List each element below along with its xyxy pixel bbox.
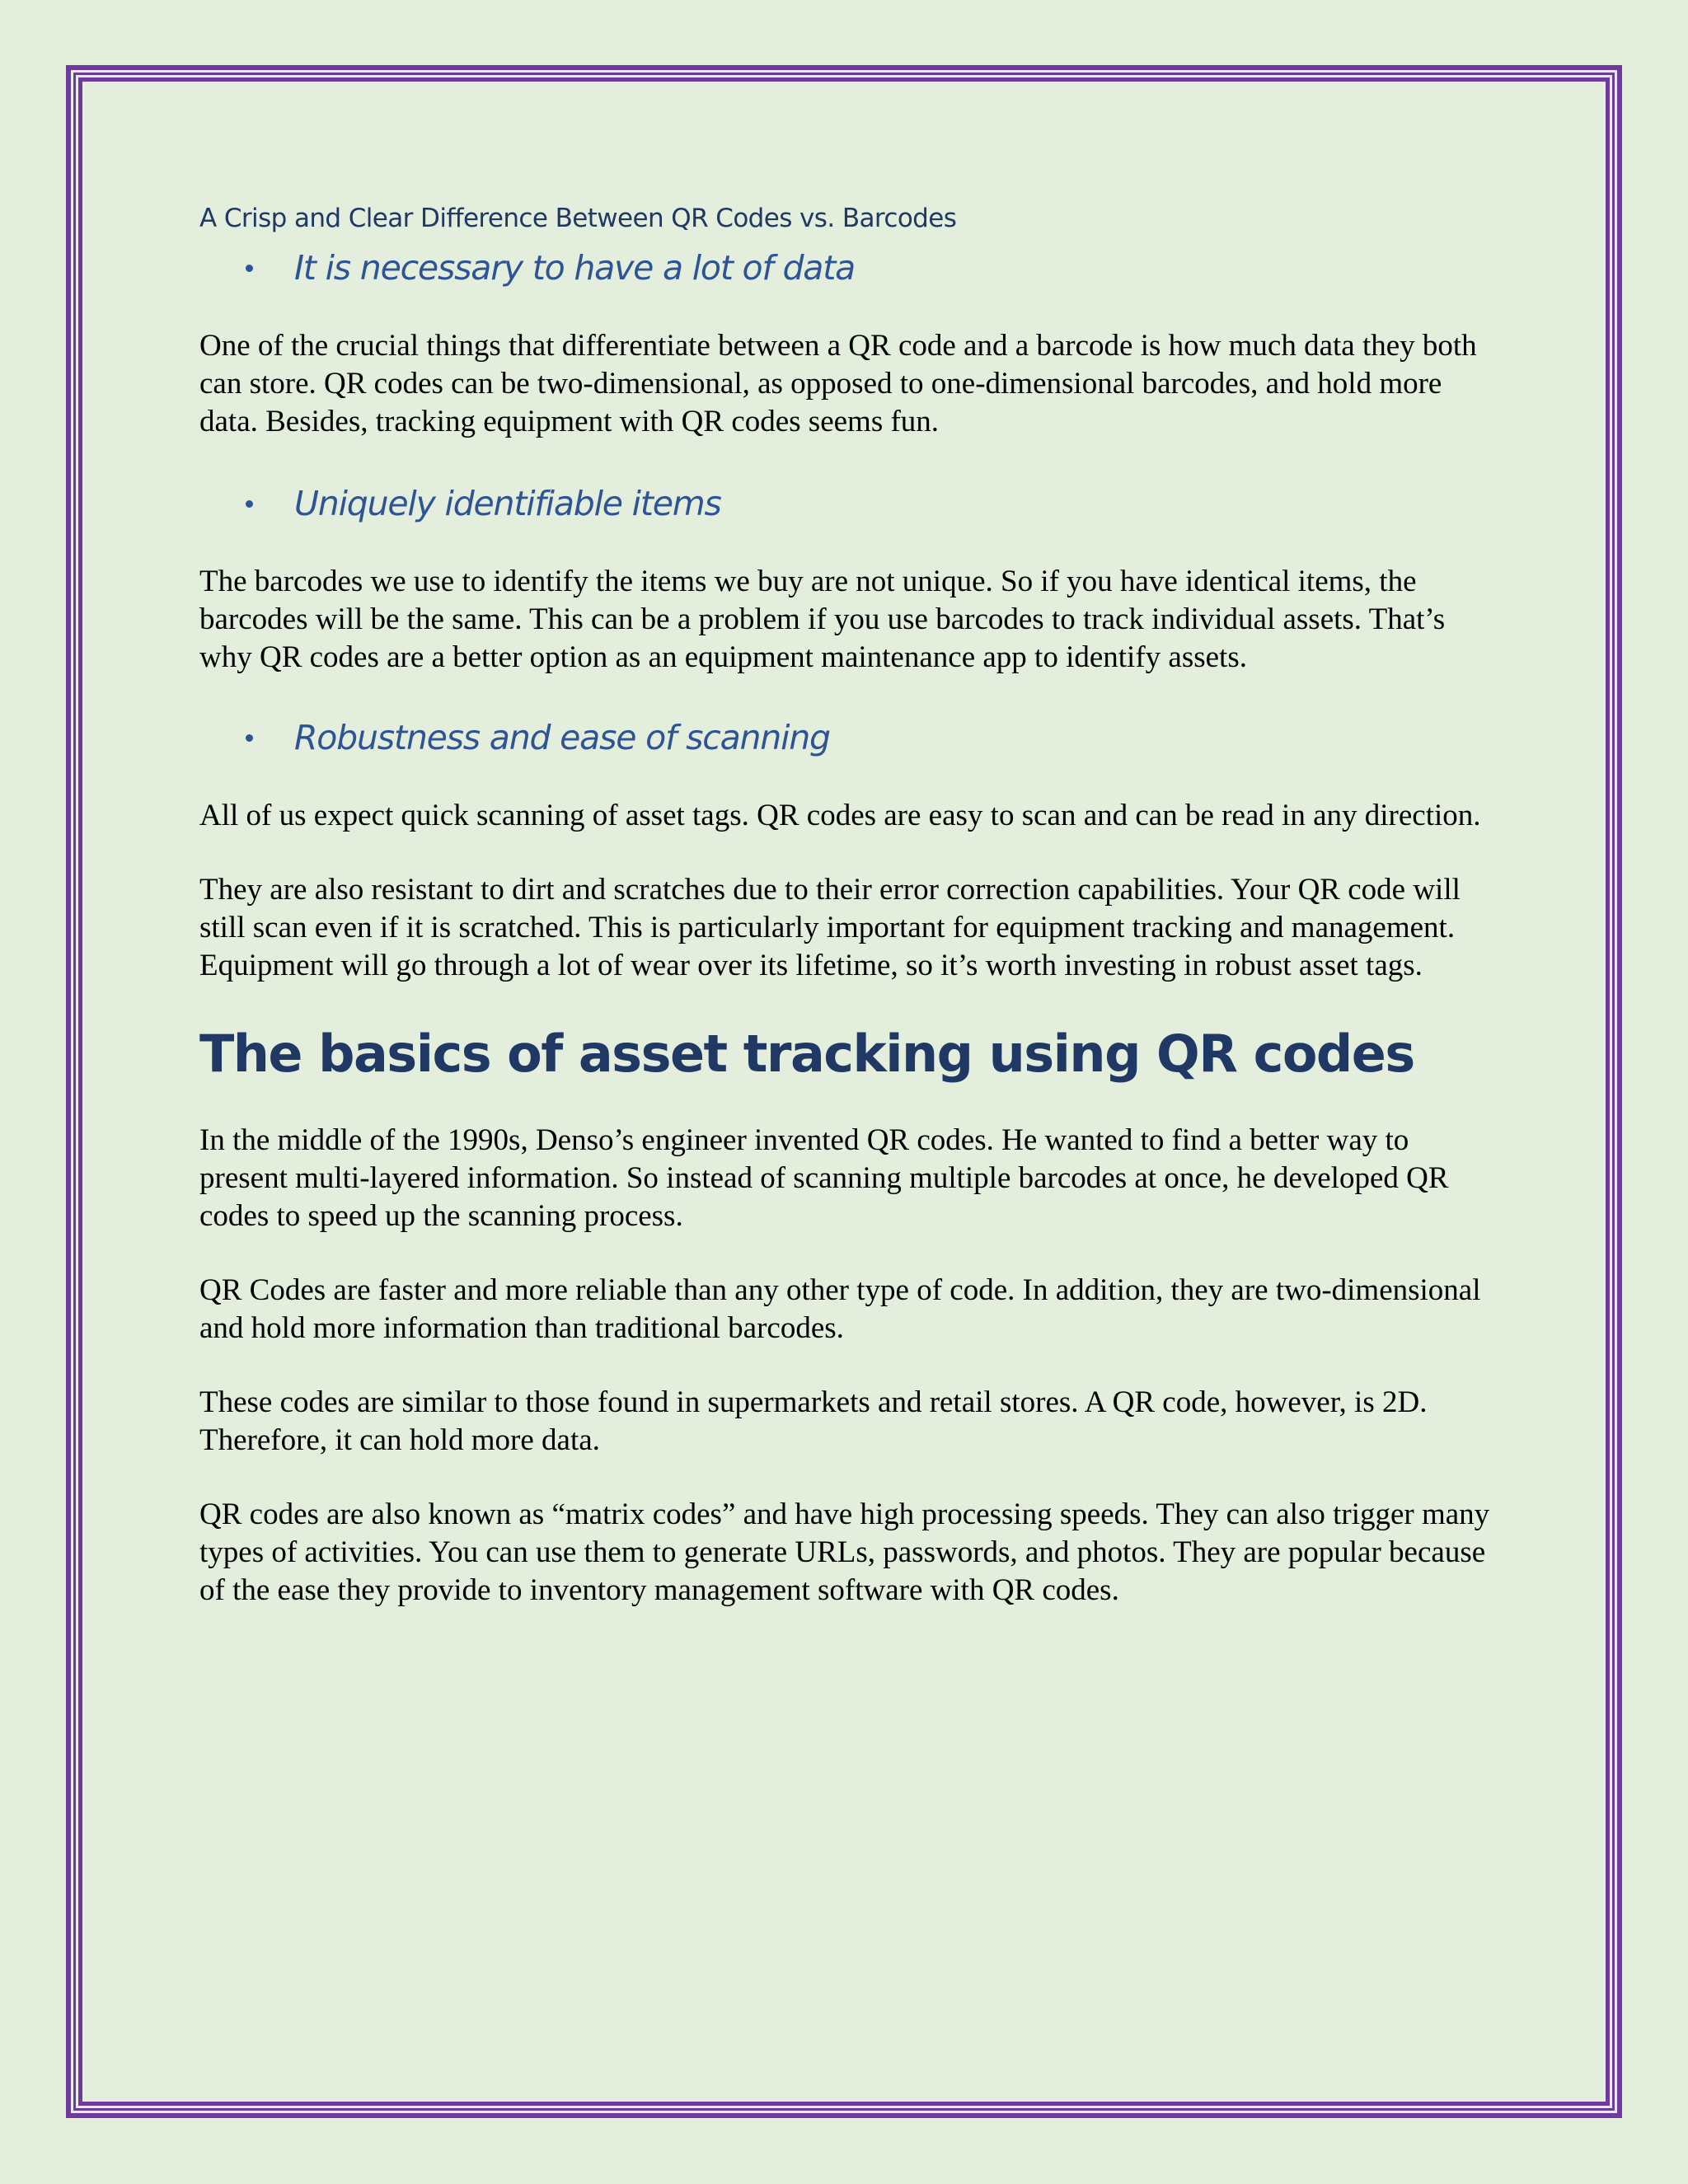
paragraph: One of the crucial things that differentiate between a QR code and a barcode is how much data they both can store. QR codes can be two-dimensional, as opposed to one-dimensional barcodes, and hold more data. Besides, tracking equipment with QR codes seems fun. xyxy=(199,329,1477,438)
bullet-icon xyxy=(246,265,253,272)
bullet-icon xyxy=(246,500,253,508)
bullet-text: Robustness and ease of scanning xyxy=(294,718,830,757)
paragraph: In the middle of the 1990s, Denso’s engineer invented QR codes. He wanted to find a better way to present multi-layered information. So instead of scanning multiple barcodes at once, he developed QR codes to speed up the scanning process. xyxy=(199,1123,1449,1233)
bullet-icon xyxy=(246,734,253,742)
section-heading: The basics of asset tracking using QR codes xyxy=(199,1024,1414,1084)
paragraph: All of us expect quick scanning of asset tags. QR codes are easy to scan and can be read in any direction. xyxy=(199,799,1481,832)
paragraph: These codes are similar to those found in supermarkets and retail stores. A QR code, however, is 2D. Therefore, it can hold more data. xyxy=(199,1385,1428,1457)
bullet-text: It is necessary to have a lot of data xyxy=(294,248,856,288)
bullet-item-robustness xyxy=(246,711,1493,764)
document-subtitle: A Crisp and Clear Difference Between QR Codes vs. Barcodes xyxy=(199,204,957,233)
paragraph: The barcodes we use to identify the items we buy are not unique. So if you have identical items, the barcodes will be the same. This can be a problem if you use barcodes to track individual assets. That’s why QR codes are a better option as an equipment maintenance app to identify assets. xyxy=(199,565,1446,674)
paragraph: QR codes are also known as “matrix codes” and have high processing speeds. They can also trigger many types of activities. You can use them to generate URLs, passwords, and photos. They are popular because of the ease they provide to inventory management software with QR codes. xyxy=(199,1497,1490,1607)
bullet-text: Uniquely identifiable items xyxy=(294,484,721,523)
bullet-item-unique xyxy=(246,477,1493,530)
paragraph: QR Codes are faster and more reliable than any other type of code. In addition, they are two-dimensional and hold more information than traditional barcodes. xyxy=(199,1273,1481,1345)
bullet-item-data xyxy=(246,241,1493,294)
document-content xyxy=(199,198,1493,1610)
paragraph: They are also resistant to dirt and scratches due to their error correction capabilities. Your QR code will still scan even if it is scratched. This is particularly important for equipment tracking and management. Equipment will go through a lot of wear over its lifetime, so it’s worth investing in robust asset tags. xyxy=(199,873,1461,982)
